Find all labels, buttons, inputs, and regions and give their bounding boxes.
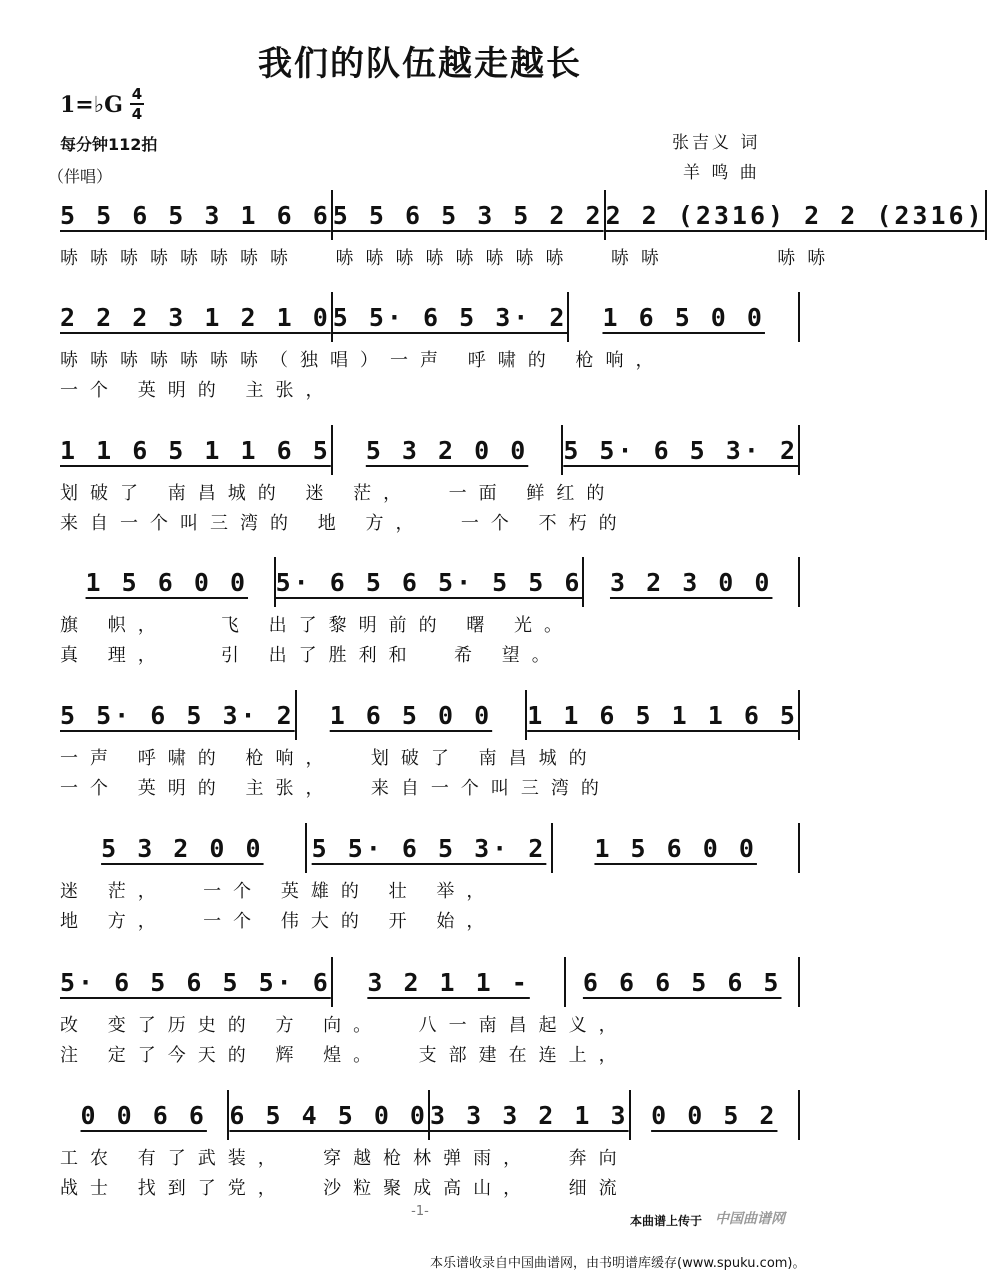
measure	[60, 425, 333, 475]
measure	[60, 557, 276, 607]
lyric-line-2: 注 定了今天的 辉 煌。 支部建在连上，	[60, 1045, 629, 1066]
measure-notes: 5 5 6 5 3 1 6 6	[60, 200, 331, 230]
measure-notes: 5 5· 6 5 3· 2	[60, 700, 295, 730]
notation-system	[0, 823, 840, 873]
measure-notes: 5· 6 5 6 5· 5 5 6	[275, 567, 583, 597]
lyric-line-1: 改 变了历史的 方 向。 八一南昌起义，	[60, 1015, 629, 1036]
measure	[60, 292, 333, 342]
song-title: 我们的队伍越走越长	[258, 44, 582, 84]
time-sig-bottom: 4	[131, 105, 143, 123]
time-signature	[130, 86, 144, 122]
lyric-line-1: 哧哧哧哧哧哧哧（独唱）一声 呼啸的 枪响，	[60, 350, 666, 371]
lyric-line-1: 迷 茫， 一个 英雄的 壮 举，	[60, 881, 497, 902]
measure-notes: 3 2 1 1 -	[367, 967, 530, 997]
measure	[60, 957, 333, 1007]
lyric-line-2: 一个 英明的 主张，	[60, 380, 336, 401]
measure-notes: 1 5 6 0 0	[85, 567, 249, 597]
measure	[333, 425, 564, 475]
measure-notes: 3 3 3 2 1 3	[430, 1100, 629, 1130]
page-number: -1-	[411, 1204, 429, 1219]
lyric-line-2: 真 理， 引 出了胜利和 希 望。	[60, 645, 562, 666]
measure-row	[60, 425, 800, 475]
measure-notes: 5 5· 6 5 3· 2	[563, 435, 798, 465]
measure-row	[60, 292, 800, 342]
measure-notes: 1 5 6 0 0	[594, 833, 757, 863]
measure	[333, 190, 606, 240]
measure-notes: 2 2 (2316) 2 2 (2316)	[605, 200, 985, 230]
lyric-line-2: 一个 英明的 主张， 来自一个叫三湾的	[60, 778, 611, 799]
measure	[584, 557, 800, 607]
accompaniment-label: （伴唱）	[48, 167, 113, 186]
measure-notes: 5 3 2 0 0	[101, 833, 264, 863]
measure-notes: 1 6 5 0 0	[602, 302, 765, 332]
measure-row	[60, 557, 800, 607]
measure-row	[60, 957, 800, 1007]
lyric-line-2: 战士 找到了党， 沙粒聚成高山， 细流	[60, 1178, 629, 1199]
lyricist-credit: 张吉义 词	[672, 133, 761, 153]
measure	[631, 1090, 800, 1140]
measure-row	[60, 823, 800, 873]
notation-system	[0, 690, 840, 740]
measure	[430, 1090, 631, 1140]
notation-system	[0, 425, 840, 475]
measure-notes: 5· 6 5 6 5 5· 6	[60, 967, 331, 997]
measure-notes: 6 5 4 5 0 0	[229, 1100, 428, 1130]
measure	[60, 690, 297, 740]
measure-notes: 6 6 6 5 6 5	[582, 967, 782, 997]
measure-notes: 5 3 2 0 0	[365, 435, 529, 465]
measure	[569, 292, 800, 342]
time-sig-top: 4	[131, 85, 143, 103]
measure	[553, 823, 800, 873]
measure	[333, 957, 567, 1007]
notation-system	[0, 292, 840, 342]
measure	[333, 292, 570, 342]
source-note: 本乐谱收录自中国曲谱网，由书明谱库缓存(www.spuku.com)。	[430, 1256, 806, 1271]
lyric-line-1: 旗 帜， 飞 出了黎明前的 曙 光。	[60, 615, 575, 636]
measure	[563, 425, 800, 475]
key-signature: 1=♭G	[60, 92, 123, 118]
measure	[60, 823, 307, 873]
measure-row	[60, 690, 800, 740]
measure-notes: 0 0 6 6	[80, 1100, 207, 1130]
notation-system	[0, 957, 840, 1007]
measure-row	[60, 1090, 800, 1140]
measure-notes: 1 1 6 5 1 1 6 5	[60, 435, 331, 465]
notation-system	[0, 190, 985, 240]
tempo-marking: 每分钟112拍	[60, 135, 158, 154]
lyric-line-1: 工农 有了武装， 穿越枪林弹雨， 奔向	[60, 1148, 629, 1169]
measure	[307, 823, 554, 873]
measure	[60, 1090, 229, 1140]
measure	[60, 190, 333, 240]
lyric-line-2: 来自一个叫三湾的 地 方， 一个 不朽的	[60, 513, 629, 534]
measure-notes: 1 6 5 0 0	[329, 700, 493, 730]
measure-notes: 5 5 6 5 3 5 2 2	[332, 200, 604, 230]
measure	[527, 690, 800, 740]
measure	[229, 1090, 430, 1140]
lyric-line-1: 一声 呼啸的 枪响， 划破了 南昌城的	[60, 748, 599, 769]
lyric-line-2: 地 方， 一个 伟大的 开 始，	[60, 911, 497, 932]
measure-notes: 5 5· 6 5 3· 2	[332, 302, 568, 332]
measure-notes: 3 2 3 0 0	[609, 567, 773, 597]
site-logo: 中国曲谱网	[715, 1211, 785, 1227]
measure	[276, 557, 585, 607]
measure-notes: 5 5· 6 5 3· 2	[311, 833, 547, 863]
notation-system	[0, 557, 840, 607]
measure-notes: 0 0 5 2	[651, 1100, 778, 1130]
lyric-line-1: 哧哧哧哧哧哧哧哧 哧哧哧哧哧哧哧哧 哧哧 哧哧	[60, 248, 838, 269]
lyric-line-1: 划破了 南昌城的 迷 茫， 一面 鲜红的	[60, 483, 617, 504]
measure-notes: 2 2 2 3 1 2 1 0	[60, 302, 331, 332]
uploader-note: 本曲谱上传于	[630, 1214, 703, 1228]
measure	[297, 690, 528, 740]
measure-row	[60, 190, 985, 240]
measure	[606, 190, 987, 240]
measure	[566, 957, 800, 1007]
notation-system	[0, 1090, 840, 1140]
measure-notes: 1 1 6 5 1 1 6 5	[527, 700, 798, 730]
composer-credit: 羊 鸣 曲	[683, 163, 760, 183]
